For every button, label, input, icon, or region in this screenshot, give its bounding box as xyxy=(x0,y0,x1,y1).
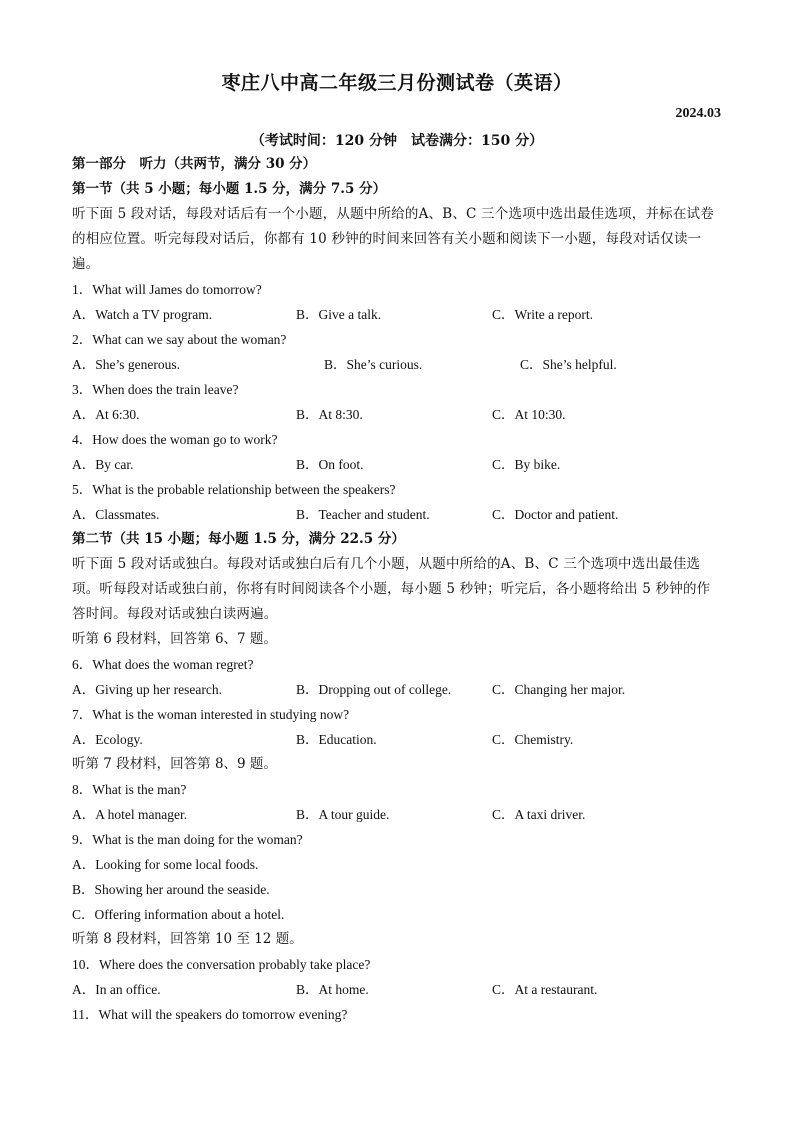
option-c: C．At a restaurant. xyxy=(492,982,598,997)
question-1: 1．What will James do tomorrow? xyxy=(72,282,262,297)
section1-instructions: 听下面 5 段对话，每段对话后有一个小题，从题中所给的A、B、C 三个选项中选出最佳选项，并标在试卷的相应位置。听完每段对话后，你都有 10 秒钟的时间来回答有关小题和阅读下一小题，每段对话仅读一遍。 xyxy=(72,206,714,272)
question-8-options xyxy=(72,802,722,827)
option-b: B．Give a talk. xyxy=(296,307,382,322)
exam-title: 枣庄八中高二年级三月份测试卷（英语） xyxy=(221,72,573,94)
option-a: A．Ecology. xyxy=(72,732,143,747)
question-5: 5．What is the probable relationship between the speakers? xyxy=(72,482,396,497)
option-c: C．At 10:30. xyxy=(492,407,566,422)
exam-date: 2024.03 xyxy=(675,106,721,121)
question-11: 11．What will the speakers do tomorrow evening? xyxy=(72,1007,348,1022)
option-c: C．By bike. xyxy=(492,457,561,472)
option-c: C．Doctor and patient. xyxy=(492,507,619,522)
option-a: A．In an office. xyxy=(72,982,161,997)
section2-instructions: 听下面 5 段对话或独白。每段对话或独白后有几个小题，从题中所给的A、B、C 三个选项中选出最佳选项。听每段对话或独白前，你将有时间阅读各个小题，每小题 5 秒钟；听完后，各小题将给出 5 秒钟的作答时间。每段对话或独白读两遍。 xyxy=(72,556,711,622)
question-4: 4．How does the woman go to work? xyxy=(72,432,278,447)
question-6-options xyxy=(72,677,722,702)
option-b: B．Showing her around the seaside. xyxy=(72,882,270,897)
question-5-options xyxy=(72,502,722,527)
option-b: B．At home. xyxy=(296,982,369,997)
question-9: 9．What is the man doing for the woman? xyxy=(72,832,303,847)
section2-heading: 第二节（共 15 小题；每小题 1.5 分，满分 22.5 分） xyxy=(72,531,405,547)
question-2: 2．What can we say about the woman? xyxy=(72,332,287,347)
exam-content xyxy=(72,152,722,1027)
part1-heading: 第一部分 听力（共两节，满分 30 分） xyxy=(72,156,317,172)
option-b: B．Teacher and student. xyxy=(296,507,430,522)
option-a: A．Classmates. xyxy=(72,507,160,522)
option-c: C．Offering information about a hotel. xyxy=(72,907,285,922)
material-7-note: 听第 7 段材料，回答第 8、9 题。 xyxy=(72,756,277,772)
option-b: B．A tour guide. xyxy=(296,807,390,822)
option-b: B．She’s curious. xyxy=(324,357,423,372)
question-10-options xyxy=(72,977,722,1002)
option-c: C．Changing her major. xyxy=(492,682,626,697)
option-a: A．Giving up her research. xyxy=(72,682,222,697)
option-a: A．Looking for some local foods. xyxy=(72,857,259,872)
option-b: B．At 8:30. xyxy=(296,407,363,422)
question-10: 10．Where does the conversation probably take place? xyxy=(72,957,371,972)
question-7: 7．What is the woman interested in studying now? xyxy=(72,707,350,722)
question-8: 8．What is the man? xyxy=(72,782,187,797)
question-3-options xyxy=(72,402,722,427)
option-a: A．By car. xyxy=(72,457,134,472)
option-c: C．Chemistry. xyxy=(492,732,574,747)
question-2-options xyxy=(72,352,722,377)
option-a: A．She’s generous. xyxy=(72,357,180,372)
option-c: C．Write a report. xyxy=(492,307,594,322)
question-1-options xyxy=(72,302,722,327)
section1-heading: 第一节（共 5 小题；每小题 1.5 分，满分 7.5 分） xyxy=(72,181,387,197)
option-b: B．On foot. xyxy=(296,457,364,472)
option-b: B．Education. xyxy=(296,732,377,747)
option-a: A．Watch a TV program. xyxy=(72,307,213,322)
option-a: A．A hotel manager. xyxy=(72,807,188,822)
question-7-options xyxy=(72,727,722,752)
question-4-options xyxy=(72,452,722,477)
option-b: B．Dropping out of college. xyxy=(296,682,452,697)
exam-info: （考试时间：120 分钟 试卷满分：150 分） xyxy=(250,133,544,149)
question-3: 3．When does the train leave? xyxy=(72,382,239,397)
material-6-note: 听第 6 段材料，回答第 6、7 题。 xyxy=(72,631,277,647)
question-6: 6．What does the woman regret? xyxy=(72,657,254,672)
option-c: C．She’s helpful. xyxy=(520,357,617,372)
option-c: C．A taxi driver. xyxy=(492,807,586,822)
material-8-note: 听第 8 段材料，回答第 10 至 12 题。 xyxy=(72,931,303,947)
option-a: A．At 6:30. xyxy=(72,407,140,422)
